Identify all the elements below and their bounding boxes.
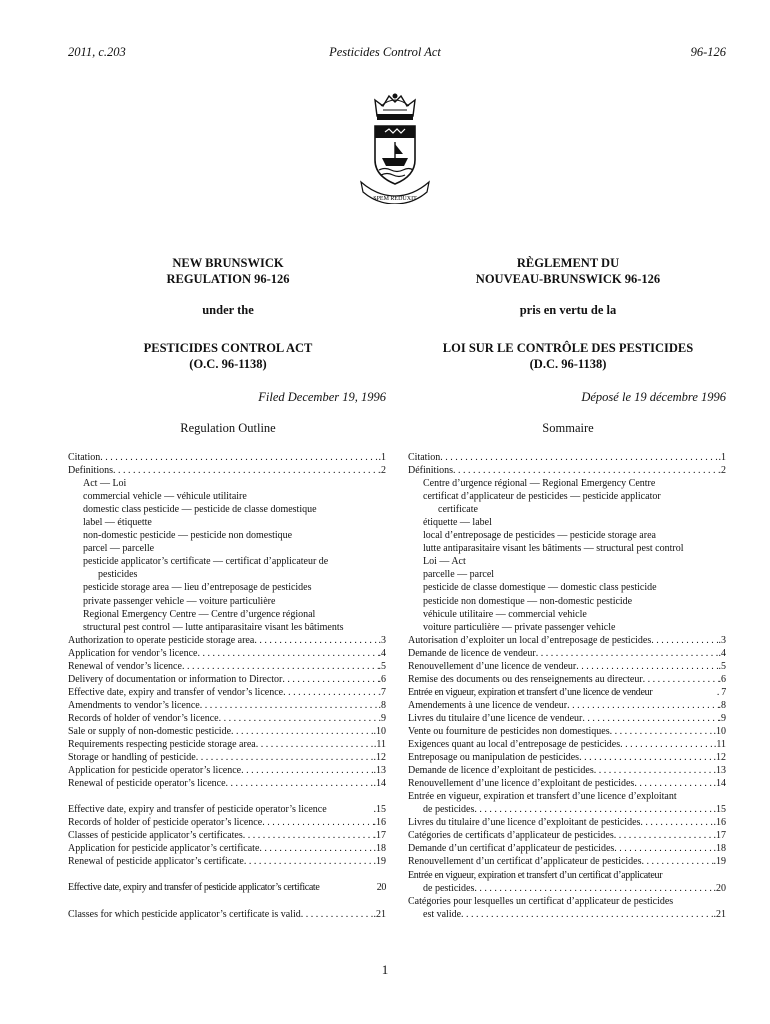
toc-entry: Vente ou fourniture de pesticides non domestiques . . . .10 [408, 725, 726, 738]
toc-entry-first-line: Entrée en vigueur, expiration et transfert d’une licence d’exploitant [408, 791, 677, 803]
fr-table-of-contents [408, 451, 726, 921]
toc-entry: Definitions . . . .2 [68, 464, 386, 477]
toc-entry: Sale or supply of non-domestic pesticide . . . .10 [68, 725, 386, 738]
toc-entry: Records of holder of vendor’s licence . . . .9 [68, 712, 386, 725]
definition-item: Loi — Act [423, 556, 466, 568]
definition-item: pesticide applicator’s certificate — certificat d’applicateur de [83, 556, 329, 568]
fr-under-the: pris en vertu de la [519, 303, 617, 317]
toc-entry: Effective date, expiry and transfer of pesticide operator’s licence .15 [68, 804, 386, 816]
definition-item: pesticide non domestique — non-domestic pesticide [423, 595, 633, 607]
definition-item: véhicule utilitaire — commercial vehicle [423, 608, 587, 620]
definition-item-continued: certificate [438, 504, 478, 516]
new-brunswick-coat-of-arms-icon [355, 92, 435, 204]
toc-entry: Delivery of documentation or information to Director . . . .6 [68, 673, 386, 686]
definition-item: parcelle — parcel [423, 569, 495, 581]
en-under-the: under the [202, 303, 254, 317]
en-filed-date: Filed December 19, 1996 [258, 390, 386, 404]
page-number: 1 [381, 962, 389, 977]
toc-entry-first-line: Entrée en vigueur, expiration et transfert d’un certificat d’applicateur [408, 869, 663, 881]
definition-item: structural pest control — lutte antiparasitaire visant les bâtiments [83, 621, 344, 633]
definition-item: Centre d’urgence régional — Regional Emergency Centre [423, 478, 656, 490]
toc-entry: Entrée en vigueur, expiration et transfert d’une licence de vendeur . 7 [408, 686, 726, 698]
fr-title-province: NOUVEAU-BRUNSWICK 96-126 [475, 272, 661, 286]
definition-item-continued: pesticides [98, 569, 138, 581]
crest-motto: SPEM REDUXIT [373, 196, 417, 202]
definition-item: Act — Loi [83, 478, 127, 490]
toc-entry: Storage or handling of pesticide . . . .12 [68, 751, 386, 764]
definition-item: parcel — parcelle [83, 543, 155, 555]
toc-entry: Application for vendor’s licence . . . .4 [68, 647, 386, 660]
definition-item: local d’entreposage de pesticides — pesticide storage area [423, 530, 656, 542]
definition-item: private passenger vehicle — voiture particulière [83, 595, 276, 607]
toc-entry: Citation . . . .1 [68, 451, 386, 464]
definition-item: étiquette — label [423, 517, 492, 529]
definition-item: domestic class pesticide — pesticide de classe domestique [83, 504, 317, 516]
header-citation: 2011, c.203 [68, 45, 126, 59]
toc-entry: Classes for which pesticide applicator’s certificate is valid . . . .21 [68, 908, 386, 921]
toc-entry: Amendements à une licence de vendeur . . . .8 [408, 699, 726, 712]
toc-entry: Renouvellement d’un certificat d’applicateur de pesticides . . . .19 [408, 855, 726, 868]
fr-title-regulation: RÈGLEMENT DU [516, 256, 620, 270]
toc-entry: Demande de licence de vendeur . . . .4 [408, 647, 726, 660]
definition-item: pesticide storage area — lieu d’entreposage de pesticides [83, 582, 312, 594]
toc-entry: Records of holder of pesticide operator’s licence . . . .16 [68, 816, 386, 829]
toc-entry: Renouvellement d’une licence d’exploitant de pesticides . . . .14 [408, 777, 726, 790]
fr-act-name: LOI SUR LE CONTRÔLE DES PESTICIDES [442, 341, 694, 355]
toc-entry: Livres du titulaire d’une licence de vendeur . . . .9 [408, 712, 726, 725]
toc-entry: Remise des documents ou des renseignements au directeur . . . .6 [408, 673, 726, 686]
definition-item: commercial vehicle — véhicule utilitaire [83, 491, 247, 503]
definition-item: pesticide de classe domestique — domestic class pesticide [423, 582, 657, 594]
toc-entry: est valide . . . .21 [408, 908, 726, 921]
toc-entry: Authorization to operate pesticide storage area . . . .3 [68, 634, 386, 647]
en-order-in-council: (O.C. 96-1138) [189, 357, 267, 371]
toc-entry: Exigences quant au local d’entreposage de pesticides . . . .11 [408, 738, 726, 751]
en-outline-heading: Regulation Outline [180, 421, 276, 435]
toc-entry: Demande d’un certificat d’applicateur de pesticides . . . .18 [408, 842, 726, 855]
fr-order-in-council: (D.C. 96-1138) [529, 357, 607, 371]
toc-entry-first-line: Catégories pour lesquelles un certificat d’applicateur de pesticides [408, 895, 674, 907]
toc-entry: Effective date, expiry and transfer of vendor’s licence . . . .7 [68, 686, 386, 699]
en-table-of-contents [68, 451, 386, 921]
toc-entry: Amendments to vendor’s licence . . . .8 [68, 699, 386, 712]
definition-item: label — étiquette [83, 517, 152, 529]
toc-entry: Citation . . . .1 [408, 451, 726, 464]
toc-entry: Classes of pesticide applicator’s certificates . . . .17 [68, 829, 386, 842]
fr-outline-heading: Sommaire [542, 421, 594, 435]
toc-entry: Entreposage ou manipulation de pesticides . . . .12 [408, 751, 726, 764]
en-title-regulation: REGULATION 96-126 [166, 272, 290, 286]
toc-entry: Renewal of pesticide applicator’s certificate . . . .19 [68, 855, 386, 868]
definition-item: Regional Emergency Centre — Centre d’urgence régional [83, 608, 316, 620]
toc-entry: Requirements respecting pesticide storage area . . . .11 [68, 738, 386, 751]
en-title-province: NEW BRUNSWICK [172, 256, 284, 270]
toc-entry: de pesticides . . . .20 [408, 882, 726, 895]
toc-entry: Renewal of pesticide operator’s licence . . . .14 [68, 777, 386, 790]
toc-entry: Effective date, expiry and transfer of pesticide applicator’s certificate 20 [68, 882, 386, 894]
toc-entry: Livres du titulaire d’une licence d’exploitant de pesticides . . . .16 [408, 816, 726, 829]
definition-item: lutte antiparasitaire visant les bâtiments — structural pest control [423, 543, 684, 555]
toc-entry: Application for pesticide applicator’s certificate . . . .18 [68, 842, 386, 855]
toc-entry: Renewal of vendor’s licence . . . .5 [68, 660, 386, 673]
toc-entry: Renouvellement d’une licence de vendeur . . . .5 [408, 660, 726, 673]
definition-item: non-domestic pesticide — pesticide non domestique [83, 530, 293, 542]
toc-entry: Catégories de certificats d’applicateur de pesticides . . . .17 [408, 829, 726, 842]
definition-item: voiture particulière — private passenger vehicle [423, 621, 616, 633]
fr-filed-date: Déposé le 19 décembre 1996 [581, 390, 726, 404]
definition-item: certificat d’applicateur de pesticides — pesticide applicator [423, 491, 661, 503]
toc-entry: Demande de licence d’exploitant de pesticides . . . .13 [408, 764, 726, 777]
toc-entry: de pesticides . . . .15 [408, 803, 726, 816]
en-act-name: PESTICIDES CONTROL ACT [143, 341, 313, 355]
header-act-title: Pesticides Control Act [329, 45, 441, 59]
toc-entry: Autorisation d’exploiter un local d’entreposage de pesticides . . . .3 [408, 634, 726, 647]
header-regulation-number: 96-126 [690, 45, 726, 59]
toc-entry: Application for pesticide operator’s licence . . . .13 [68, 764, 386, 777]
toc-entry: Définitions . . . .2 [408, 464, 726, 477]
